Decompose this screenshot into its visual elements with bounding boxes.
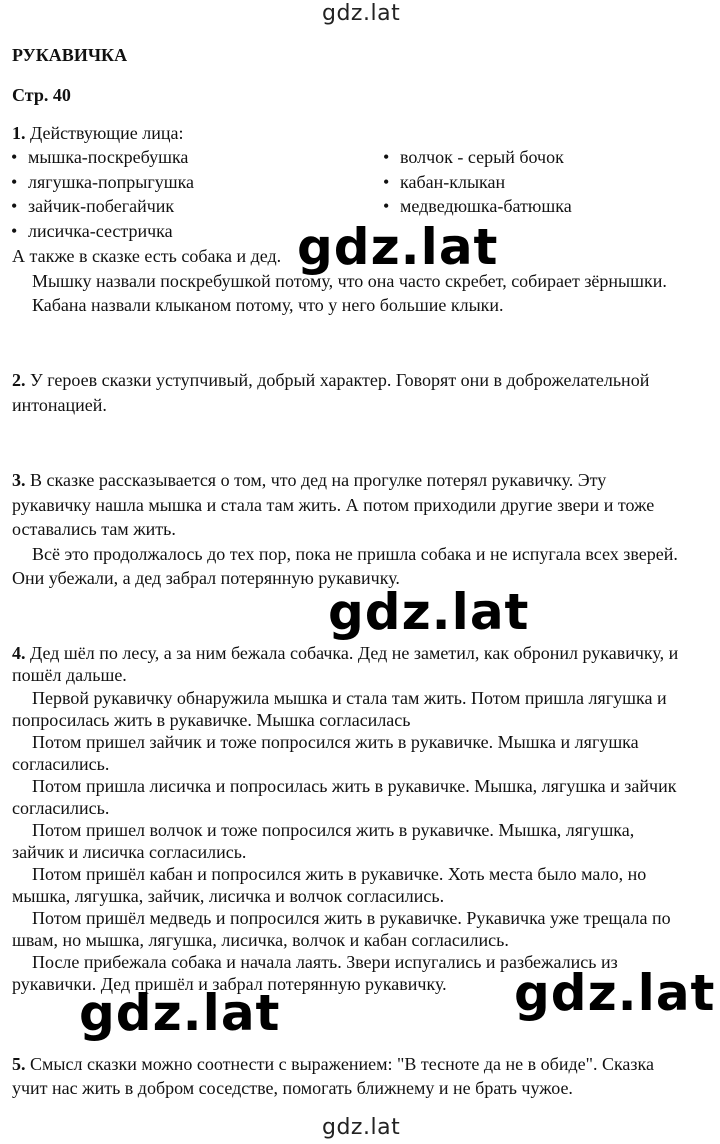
character-list-item: • лисичка-сестричка xyxy=(28,221,173,242)
q4-text-line: согласились. xyxy=(12,798,110,818)
q2-number: 2. xyxy=(12,370,26,390)
q1-text-line: Мышку назвали поскребушкой потому, что она часто скребет, собирает зёрнышки. xyxy=(32,271,667,291)
q4-text-line: Потом пришел волчок и тоже попросился жить в рукавичке. Мышка, лягушка, xyxy=(32,820,635,840)
q1-text-line: Кабана назвали клыканом потому, что у него большие клыки. xyxy=(32,295,504,315)
q4-text-line: согласились. xyxy=(12,754,110,774)
q5-text-line: учит нас жить в добром соседстве, помогать ближнему и не брать чужое. xyxy=(12,1078,573,1098)
character-list-item: • медведюшка-батюшка xyxy=(400,196,572,217)
q1-text-line: А также в сказке есть собака и дед. xyxy=(12,246,282,266)
q4-text-line: швам, но мышка, лягушка, лисичка, волчок и кабан согласились. xyxy=(12,930,509,950)
q5-text-line xyxy=(12,1054,654,1075)
page-number: Стр. 40 xyxy=(12,85,71,105)
character-list-item: • мышка-поскребушка xyxy=(28,147,188,168)
watermark: gdz.lat xyxy=(79,984,281,1042)
q2-text-line xyxy=(12,370,649,391)
q4-text-line: Потом пришла лисичка и попросилась жить в рукавичке. Мышка, лягушка и зайчик xyxy=(32,776,677,796)
q4-text: Дед шёл по лесу, а за ним бежала собачка. Дед не заметил, как обронил рукавичку, и xyxy=(30,643,679,663)
character-list-item: • лягушка-попрыгушка xyxy=(28,172,194,193)
q4-text-line: После прибежала собака и начала лаять. Звери испугались и разбежались из xyxy=(32,952,618,972)
q3-text-line: рукавичку нашла мышка и стала там жить. А потом приходили другие звери и тоже xyxy=(12,495,655,515)
character-list-item: • кабан-клыкан xyxy=(400,172,505,193)
q2-text-line: интонацией. xyxy=(12,395,107,415)
q3-number: 3. xyxy=(12,470,26,490)
character-list-item: • зайчик-побегайчик xyxy=(28,196,174,217)
q3-text: В сказке рассказывается о том, что дед на прогулке потерял рукавичку. Эту xyxy=(30,470,607,490)
q1-heading xyxy=(12,123,184,144)
q5-text: Смысл сказки можно соотнести с выражением: "В тесноте да не в обиде". Сказка xyxy=(30,1054,654,1074)
q4-text-line xyxy=(12,643,678,664)
site-header: gdz.lat xyxy=(322,1,401,26)
q1-intro: Действующие лица: xyxy=(30,123,184,143)
character-list-item: • волчок - серый бочок xyxy=(400,147,564,168)
q2-text: У героев сказки уступчивый, добрый характер. Говорят они в доброжелательной xyxy=(30,370,650,390)
site-footer: gdz.lat xyxy=(322,1115,401,1140)
page-title: РУКАВИЧКА xyxy=(12,45,128,65)
q4-text-line: пошёл дальше. xyxy=(12,665,127,685)
q4-text-line: Потом пришел зайчик и тоже попросился жить в рукавичке. Мышка и лягушка xyxy=(32,732,639,752)
q3-text-line: Всё это продолжалось до тех пор, пока не пришла собака и не испугала всех зверей. xyxy=(32,544,678,564)
q3-text-line: Они убежали, а дед забрал потерянную рукавичку. xyxy=(12,568,400,588)
watermark: gdz.lat xyxy=(514,964,716,1022)
watermark: gdz.lat xyxy=(297,218,499,276)
q5-number: 5. xyxy=(12,1054,26,1074)
q4-number: 4. xyxy=(12,643,26,663)
q4-text-line: зайчик и лисичка согласились. xyxy=(12,842,247,862)
q4-text-line: рукавички. Дед пришёл и забрал потерянную рукавичку. xyxy=(12,974,447,994)
q4-text-line: мышка, лягушка, зайчик, лисичка и волчок согласились. xyxy=(12,886,445,906)
q3-text-line xyxy=(12,470,606,491)
q4-text-line: Первой рукавичку обнаружила мышка и стала там жить. Потом пришла лягушка и xyxy=(32,688,667,708)
q4-text-line: попросилась жить в рукавичке. Мышка согласилась xyxy=(12,710,411,730)
watermark: gdz.lat xyxy=(328,583,530,641)
q3-text-line: оставались там жить. xyxy=(12,519,176,539)
q4-text-line: Потом пришёл кабан и попросился жить в рукавичке. Хоть места было мало, но xyxy=(32,864,647,884)
q1-number: 1. xyxy=(12,123,26,143)
q4-text-line: Потом пришёл медведь и попросился жить в рукавичке. Рукавичка уже трещала по xyxy=(32,908,671,928)
